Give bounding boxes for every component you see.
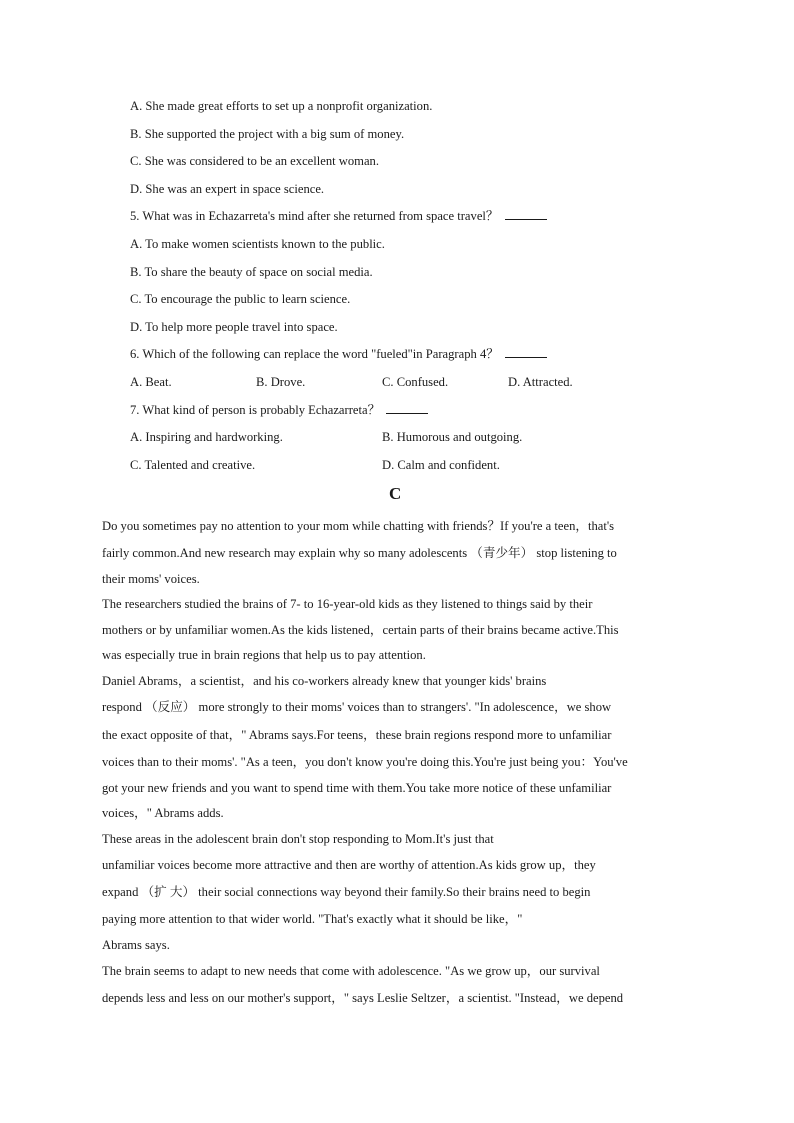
passage-line-15: expand （扩 大） their social connections way beyond their family.So their brains need to begin: [102, 885, 591, 899]
passage-line-14: unfamiliar voices become more attractive and then are worthy of attention.As kids grow up，they: [102, 858, 596, 872]
q5-option-b: B. To share the beauty of space on social media.: [130, 265, 373, 279]
passage-line-1: Do you sometimes pay no attention to your mom while chatting with friends？If you're a teen，that's: [102, 519, 615, 533]
q6-answer-blank[interactable]: [505, 346, 547, 358]
passage-line-12: voices，" Abrams adds.: [102, 806, 224, 820]
passage-line-3: their moms' voices.: [102, 572, 200, 586]
q7-answer-blank[interactable]: [386, 402, 428, 414]
passage-line-8: respond （反应） more strongly to their moms' voices than to strangers'. "In adolescence，we show: [102, 700, 612, 714]
q6-option-c: C. Confused.: [382, 375, 449, 389]
passage-line-2: fairly common.And new research may explain why so many adolescents （青少年） stop listening to: [102, 546, 617, 560]
q7-option-d: D. Calm and confident.: [382, 458, 500, 472]
q7-option-c: C. Talented and creative.: [130, 458, 256, 472]
passage-line-19: depends less and less on our mother's support，" says Leslie Seltzer，a scientist. "Instead，we depend: [102, 991, 624, 1005]
q6-option-d: D. Attracted.: [508, 375, 573, 389]
passage-line-6: was especially true in brain regions that help us to pay attention.: [102, 648, 426, 662]
q4-option-a: A. She made great efforts to set up a nonprofit organization.: [130, 99, 433, 113]
passage-line-7: Daniel Abrams，a scientist，and his co-workers already knew that younger kids' brains: [102, 674, 547, 688]
q5-answer-blank[interactable]: [505, 208, 547, 220]
passage-line-10: voices than to their moms'. "As a teen，you don't know you're doing this.You're just being you：You've: [102, 755, 628, 769]
passage-line-9: the exact opposite of that，" Abrams says.For teens，these brain regions respond more to unfamiliar: [102, 728, 612, 742]
q6-stem-row: [130, 346, 547, 362]
q7-option-b: B. Humorous and outgoing.: [382, 430, 523, 444]
q6-option-a: A. Beat.: [130, 375, 172, 389]
q4-option-b: B. She supported the project with a big sum of money.: [130, 127, 405, 141]
passage-line-17: Abrams says.: [102, 938, 170, 952]
passage-line-5: mothers or by unfamiliar women.As the kids listened，certain parts of their brains became active.This: [102, 623, 619, 637]
passage-line-18: The brain seems to adapt to new needs that come with adolescence. "As we grow up，our survival: [102, 964, 600, 978]
passage-line-4: The researchers studied the brains of 7- to 16-year-old kids as they listened to things said by their: [102, 597, 593, 611]
q5-option-c: C. To encourage the public to learn science.: [130, 292, 351, 306]
q5-option-d: D. To help more people travel into space.: [130, 320, 338, 334]
q4-option-c: C. She was considered to be an excellent woman.: [130, 154, 380, 168]
q4-option-d: D. She was an expert in space science.: [130, 182, 325, 196]
q6-option-b: B. Drove.: [256, 375, 306, 389]
q5-option-a: A. To make women scientists known to the public.: [130, 237, 385, 251]
passage-line-16: paying more attention to that wider world. "That's exactly what it should be like，": [102, 912, 523, 926]
q5-stem-row: [130, 208, 547, 224]
passage-line-11: got your new friends and you want to spend time with them.You take more notice of these unfamiliar: [102, 781, 612, 795]
section-heading: C: [389, 484, 402, 503]
q7-stem-row: [130, 402, 428, 418]
q7-stem: 7. What kind of person is probably Echazarreta？: [130, 403, 381, 417]
q5-stem: 5. What was in Echazarreta's mind after she returned from space travel？: [130, 209, 499, 223]
q7-option-a: A. Inspiring and hardworking.: [130, 430, 283, 444]
q6-stem: 6. Which of the following can replace the word "fueled"in Paragraph 4？: [130, 347, 499, 361]
passage-line-13: These areas in the adolescent brain don't stop responding to Mom.It's just that: [102, 832, 494, 846]
